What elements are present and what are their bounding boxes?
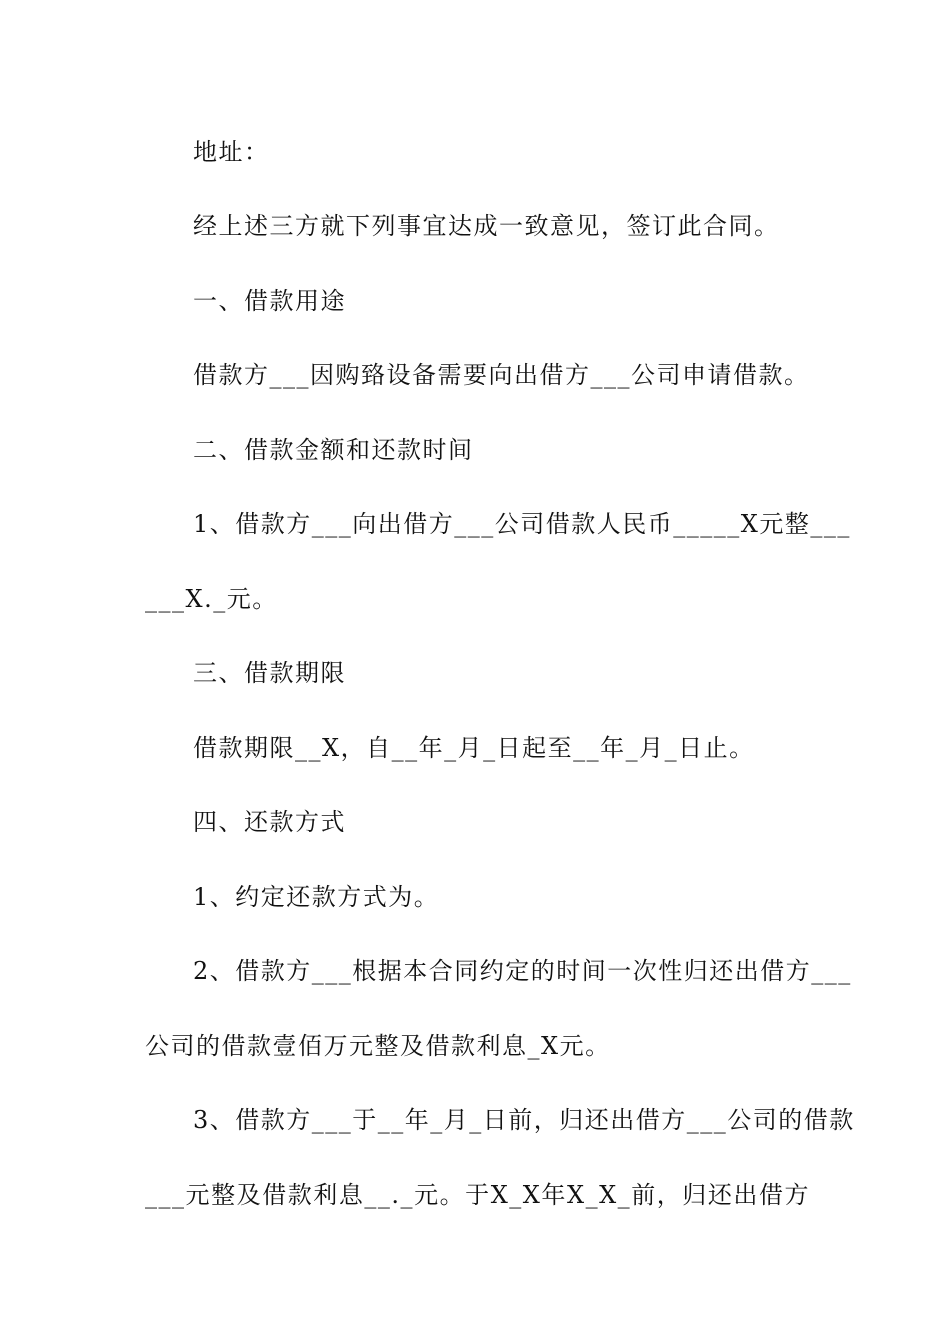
loan-purpose-text: 借款方___因购臵设备需要向出借方___公司申请借款。	[193, 361, 810, 389]
amount-clause-line-1: 1、借款方___向出借方___公司借款人民币_____X元整___	[193, 510, 851, 538]
repayment-clause-1: 1、约定还款方式为。	[193, 883, 440, 911]
amount-clause-line-2: ___X._元。	[145, 585, 278, 613]
loan-term-text: 借款期限__X，自__年_月_日起至__年_月_日止。	[193, 734, 755, 762]
repayment-clause-2-line-1: 2、借款方___根据本合同约定的时间一次性归还出借方___	[193, 957, 852, 985]
repayment-clause-3-line-2: ___元整及借款利息__._元。于X_X年X_X_前，归还出借方	[145, 1181, 810, 1209]
repayment-clause-2-line-2: 公司的借款壹佰万元整及借款利息_X元。	[145, 1032, 611, 1060]
agreement-intro: 经上述三方就下列事宜达成一致意见，签订此合同。	[193, 212, 780, 240]
repayment-clause-3-line-1: 3、借款方___于__年_月_日前，归还出借方___公司的借款	[193, 1106, 855, 1134]
address-line: 地址：	[193, 138, 270, 166]
section-heading-loan-term: 三、借款期限	[193, 659, 346, 687]
section-heading-amount-repayment: 二、借款金额和还款时间	[193, 436, 474, 464]
section-heading-loan-purpose: 一、借款用途	[193, 287, 346, 315]
section-heading-repayment-method: 四、还款方式	[193, 808, 346, 836]
